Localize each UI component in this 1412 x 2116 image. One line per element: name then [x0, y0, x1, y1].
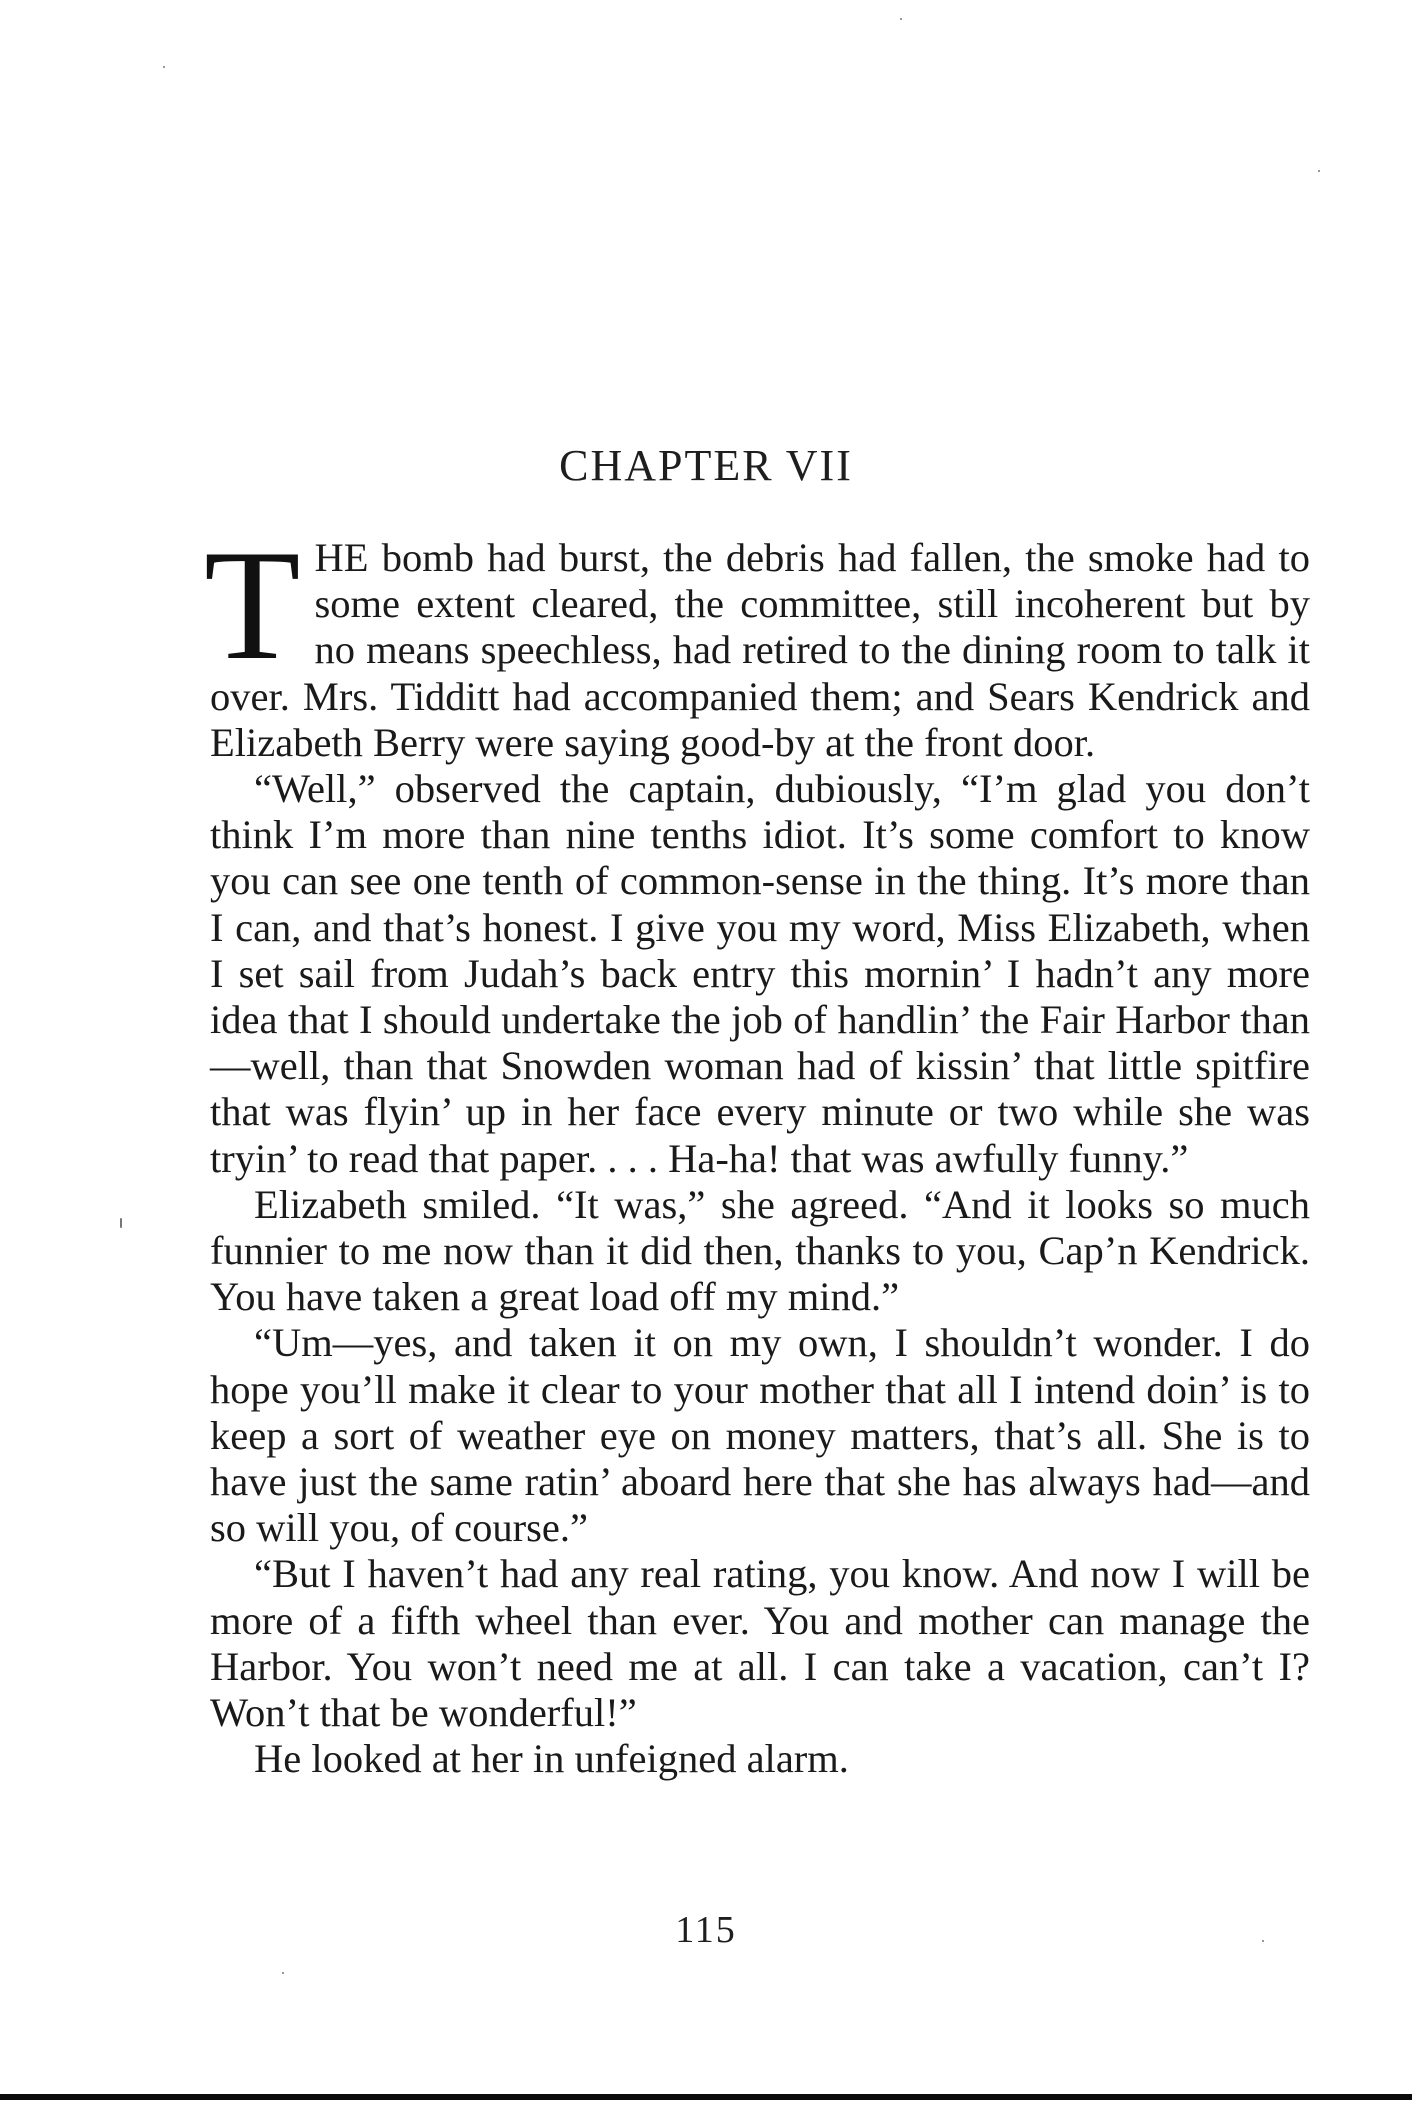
scan-speck [120, 1218, 122, 1228]
paragraph: “Well,” observed the captain, dubiously, “I’m glad you don’t think I’m more than nine tenths idiot. It’s some comfort to know you can see one tenth of common-sense in the thing. It’s more than I can, and that’s honest. I give you my word, Miss Elizabeth, when I set sail from Judah’s back entry this mornin’ I hadn’t any more idea that I should undertake the job of handlin’ the Fair Harbor than—well, than that Snowden woman had of kissin’ that little spitfire that was flyin’ up in her face every minute or two while she was tryin’ to read that paper. . . . Ha-ha! that was awfully funny.” [210, 766, 1310, 1181]
page-number: 115 [675, 1909, 737, 1951]
paragraph: “Um—yes, and taken it on my own, I shouldn’t wonder. I do hope you’ll make it clear to your mother that all I intend doin’ is to keep a sort of weather eye on money matters, that’s all. She is to have just the same ratin’ aboard here that she has always had—and so will you, of course.” [210, 1320, 1310, 1551]
scan-speck [1318, 170, 1320, 172]
paragraph: “But I haven’t had any real rating, you know. And now I will be more of a fifth wheel than ever. You and mother can manage the Harbor. You won’t need me at all. I can take a vacation, can’t I? Won’t that be wonderful!” [210, 1551, 1310, 1736]
scan-speck [282, 1972, 284, 1974]
drop-cap: T [204, 518, 301, 693]
scan-speck [900, 18, 902, 20]
chapter-body [204, 518, 1310, 1782]
scan-speck [1262, 1940, 1264, 1942]
paragraph-text: HE bomb had burst, the debris had fallen, the smoke had to some extent cleared, the committee, still incoherent but by no means speechless, had retired to the dining room to talk it over. Mrs. Tidditt had accompanied them; and Sears Kendrick and Elizabeth Berry were saying good-by at the front door. [210, 535, 1310, 765]
scan-speck [163, 66, 165, 68]
chapter-title: CHAPTER VII [559, 441, 853, 490]
paragraph [204, 518, 1310, 766]
paragraph: He looked at her in unfeigned alarm. [254, 1736, 849, 1782]
scan-edge [0, 2094, 1412, 2100]
paragraph: Elizabeth smiled. “It was,” she agreed. “And it looks so much funnier to me now than it did then, thanks to you, Cap’n Kendrick. You have taken a great load off my mind.” [210, 1181, 1310, 1320]
